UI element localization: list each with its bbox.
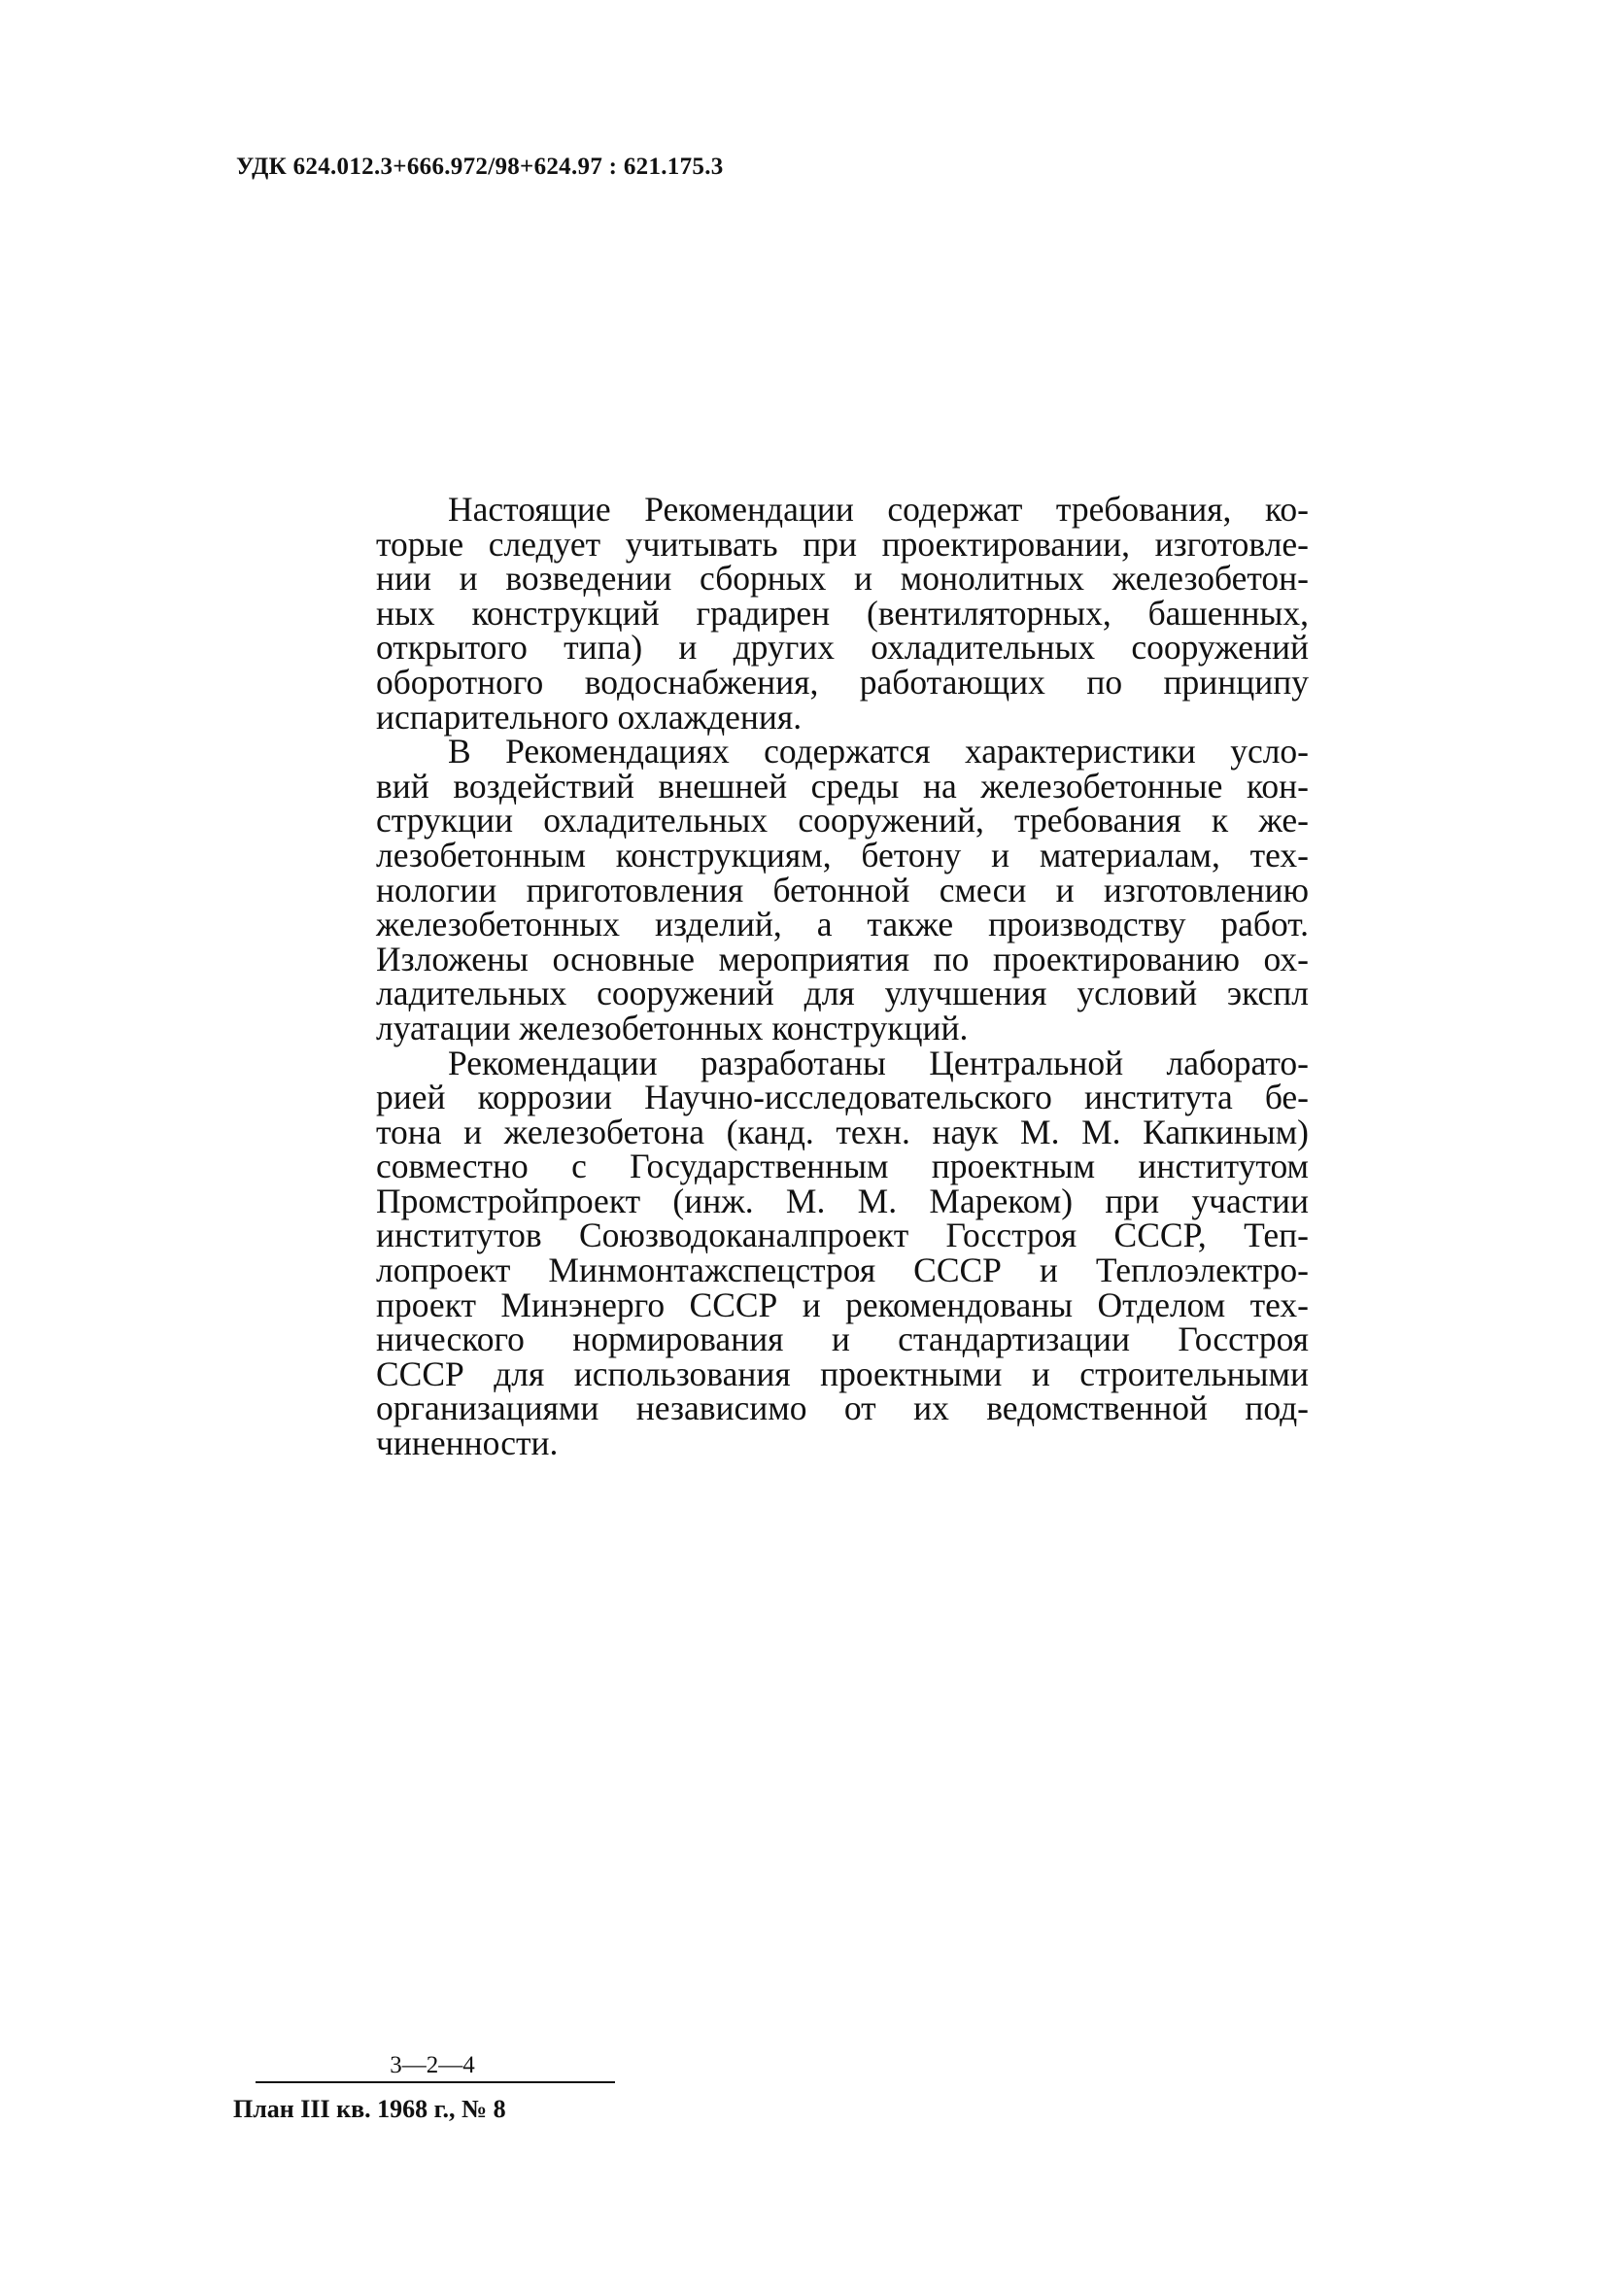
text-line: торые следует учитывать при проектировании, изготовле- — [376, 524, 1309, 564]
text-line: В Рекомендациях содержатся характеристики усло- — [448, 732, 1309, 771]
text-line: организациями независимо от их ведомственной под- — [376, 1388, 1309, 1428]
text-line: Изложены основные мероприятия по проектированию ох- — [376, 939, 1309, 978]
paragraph-2 — [376, 732, 1309, 1047]
document-body — [376, 490, 1309, 1463]
footer-divider — [256, 2081, 615, 2083]
text-line: институтов Союзводоканалпроект Госстроя СССР, Теп- — [376, 1216, 1309, 1255]
text-line: рией коррозии Научно-исследовательского института бе- — [376, 1078, 1309, 1117]
text-line: Промстройпроект (инж. М. М. Мареком) при участии — [376, 1181, 1309, 1220]
text-line: ладительных сооружений для улучшения условий экспл — [376, 974, 1309, 1013]
text-line: оборотного водоснабжения, работающих по принципу — [376, 662, 1309, 702]
text-line: открытого типа) и других охладительных сооружений — [376, 628, 1309, 668]
text-line: Рекомендации разработаны Центральной лаборато- — [448, 1043, 1309, 1082]
text-line: Настоящие Рекомендации содержат требования, ко- — [448, 490, 1309, 529]
text-line: нологии приготовления бетонной смеси и изготовлению — [376, 870, 1309, 909]
text-line: испарительного охлаждения. — [376, 697, 803, 737]
text-line: ных конструкций градирен (вентиляторных, башенных, — [376, 593, 1309, 633]
udk-classification: УДК 624.012.3+666.972/98+624.97 : 621.175.3 — [236, 154, 724, 180]
text-line: лезобетонным конструкциям, бетону и материалам, тех- — [376, 835, 1309, 874]
text-line: вий воздействий внешней среды на железобетонные кон- — [376, 766, 1309, 805]
imprint-footer — [233, 2052, 622, 2124]
text-line: проект Минэнерго СССР и рекомендованы Отделом тех- — [376, 1285, 1309, 1324]
text-line: луатации железобетонных конструкций. — [376, 1008, 969, 1047]
paragraph-3 — [376, 1043, 1309, 1463]
text-line: железобетонных изделий, а также производству работ. — [376, 905, 1309, 944]
publication-plan: План III кв. 1968 г., № 8 — [233, 2095, 506, 2123]
text-line: нии и возведении сборных и монолитных железобетон- — [376, 559, 1309, 599]
text-line: лопроект Минмонтажспецстроя СССР и Теплоэлектро- — [376, 1251, 1309, 1290]
text-line: нического нормирования и стандартизации Госстроя — [376, 1319, 1309, 1359]
text-line: тона и железобетона (канд. техн. наук М. М. Капкиным) — [376, 1112, 1309, 1151]
text-line: струкции охладительных сооружений, требования к же- — [376, 801, 1309, 840]
text-line: СССР для использования проектными и строительными — [376, 1354, 1309, 1393]
text-line: чиненности. — [376, 1423, 559, 1463]
paragraph-1 — [376, 490, 1309, 737]
text-line: совместно с Государственным проектным институтом — [376, 1147, 1309, 1186]
publication-code: 3—2—4 — [390, 2052, 475, 2078]
